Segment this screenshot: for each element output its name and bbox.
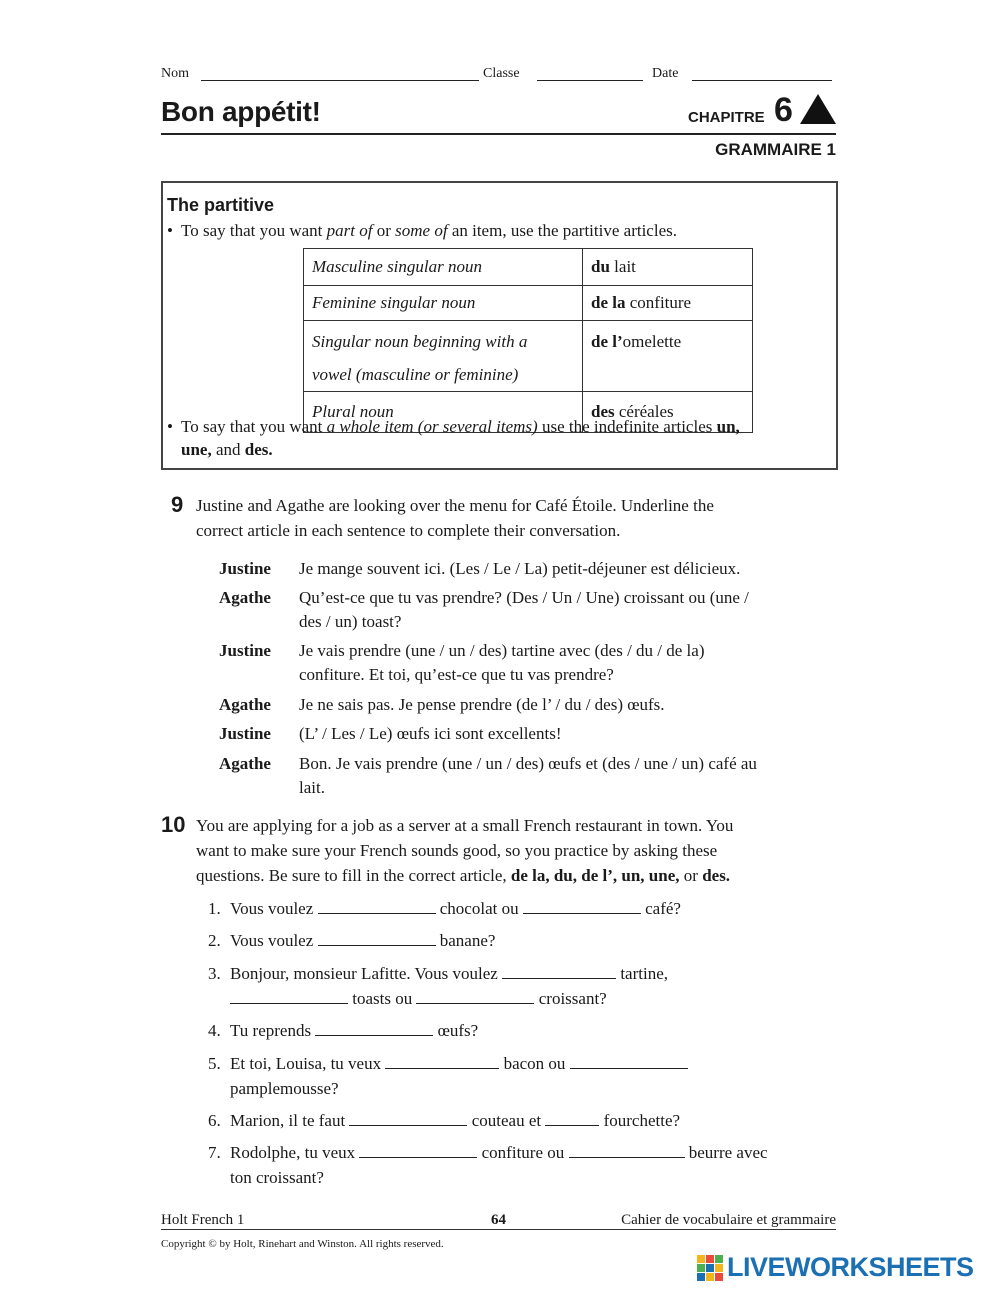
speaker-name: Agathe: [219, 754, 271, 773]
liveworksheets-brand: LIVEWORKSHEETS: [727, 1252, 974, 1282]
chapter-badge: [688, 92, 836, 132]
page-number: 64: [491, 1212, 506, 1228]
section-label: GRAMMAIRE 1: [715, 140, 836, 159]
answer-blank[interactable]: [570, 1054, 688, 1069]
answer-blank[interactable]: [545, 1111, 599, 1126]
article-cell: de la confiture: [583, 286, 753, 321]
grammar-bullet-1: • To say that you want part of or some of an item, use the partitive articles.: [167, 221, 677, 240]
speaker-name: Justine: [219, 559, 271, 578]
page-title: Bon appétit!: [161, 96, 321, 127]
classe-label: Classe: [483, 66, 520, 81]
noun-type-cell: Singular noun beginning with a vowel (masculine or feminine): [304, 321, 583, 392]
list-item: 3. Bonjour, monsieur Lafitte. Vous voulez tartine, toasts ou croissant?: [208, 964, 668, 1008]
list-item: 2. Vous voulez banane?: [208, 931, 496, 950]
dialogue-line[interactable]: [219, 639, 839, 687]
dialogue-line[interactable]: [219, 693, 839, 717]
noun-type-cell: Masculine singular noun: [304, 249, 583, 286]
dialogue-line[interactable]: [219, 557, 839, 581]
dialogue-text[interactable]: Qu’est-ce que tu vas prendre? (Des / Un / Une) croissant ou (une / des / un) toast?: [299, 588, 749, 631]
exercise-9-instructions: Justine and Agathe are looking over the menu for Café Étoile. Underline the correct article in each sentence to complete their conversation.: [196, 496, 714, 540]
partitive-table: [303, 248, 753, 433]
bullet-icon: •: [167, 221, 173, 240]
dialogue-line[interactable]: [219, 722, 839, 746]
dialogue-text[interactable]: Je vais prendre (une / un / des) tartine avec (des / du / de la) confiture. Et toi, qu’est-ce que tu vas prendre?: [299, 641, 705, 684]
answer-blank[interactable]: [502, 964, 616, 979]
triangle-icon: [800, 94, 836, 124]
chapter-number: 6: [774, 91, 793, 129]
footer-rule: [161, 1229, 836, 1230]
answer-blank[interactable]: [230, 989, 348, 1004]
answer-blank[interactable]: [569, 1143, 685, 1158]
dialogue-line[interactable]: [219, 586, 839, 634]
noun-type-cell: Plural noun: [304, 392, 583, 433]
dialogue-text[interactable]: Je ne sais pas. Je pense prendre (de l’ / du / des) œufs.: [299, 695, 665, 714]
answer-blank[interactable]: [349, 1111, 467, 1126]
answer-blank[interactable]: [318, 931, 436, 946]
answer-blank[interactable]: [385, 1054, 499, 1069]
list-item: 1. Vous voulez chocolat ou café?: [208, 899, 681, 918]
grammar-box-title: The partitive: [167, 195, 275, 215]
nom-label: Nom: [161, 66, 189, 81]
chapter-label: CHAPITRE: [688, 109, 765, 126]
bullet-icon: •: [167, 417, 173, 436]
list-item: 6. Marion, il te faut couteau et fourchette?: [208, 1111, 681, 1130]
answer-blank[interactable]: [318, 899, 436, 914]
header-rule: [161, 133, 836, 135]
exercise-10-instructions: You are applying for a job as a server at a small French restaurant in town. You want to make sure your French sounds good, so you practice by asking these questions. Be sure to fill in the correct article, de la, du, de l’, un, une, or des.: [196, 816, 734, 885]
speaker-name: Justine: [219, 724, 271, 743]
speaker-name: Agathe: [219, 695, 271, 714]
dialogue-line[interactable]: [219, 752, 839, 800]
copyright-notice: Copyright © by Holt, Rinehart and Winston. All rights reserved.: [161, 1238, 444, 1250]
dialogue-text[interactable]: Bon. Je vais prendre (une / un / des) œufs et (des / une / un) café au lait.: [299, 754, 757, 797]
liveworksheets-icon: [697, 1255, 723, 1283]
list-item: 5. Et toi, Louisa, tu veux bacon ou pamplemousse?: [208, 1051, 838, 1101]
table-row: [304, 249, 753, 286]
list-item: 4. Tu reprends œufs?: [208, 1021, 479, 1040]
table-row: [304, 321, 753, 392]
speaker-name: Justine: [219, 641, 271, 660]
dialogue-text[interactable]: (L’ / Les / Le) œufs ici sont excellents!: [299, 724, 562, 743]
noun-type-cell: Feminine singular noun: [304, 286, 583, 321]
speaker-name: Agathe: [219, 588, 271, 607]
dialogue-text[interactable]: Je mange souvent ici. (Les / Le / La) petit-déjeuner est délicieux.: [299, 559, 741, 578]
answer-blank[interactable]: [315, 1021, 433, 1036]
exercise-9-number: 9: [171, 492, 184, 517]
grammar-bullet-2: • To say that you want a whole item (or several items) use the indefinite articles un, une, and des.: [167, 417, 740, 459]
date-label: Date: [652, 66, 679, 81]
answer-blank[interactable]: [359, 1143, 477, 1158]
list-item: 7. Rodolphe, tu veux confiture ou beurre avec ton croissant?: [208, 1143, 768, 1187]
article-cell: du lait: [583, 249, 753, 286]
footer-workbook-title: Cahier de vocabulaire et grammaire: [621, 1212, 836, 1228]
article-cell: de l’omelette: [583, 321, 753, 392]
exercise-10-number: 10: [161, 812, 186, 837]
table-row: [304, 286, 753, 321]
answer-blank[interactable]: [523, 899, 641, 914]
footer-book-title: Holt French 1: [161, 1212, 245, 1228]
answer-blank[interactable]: [416, 989, 534, 1004]
article-cell: des céréales: [583, 392, 753, 433]
